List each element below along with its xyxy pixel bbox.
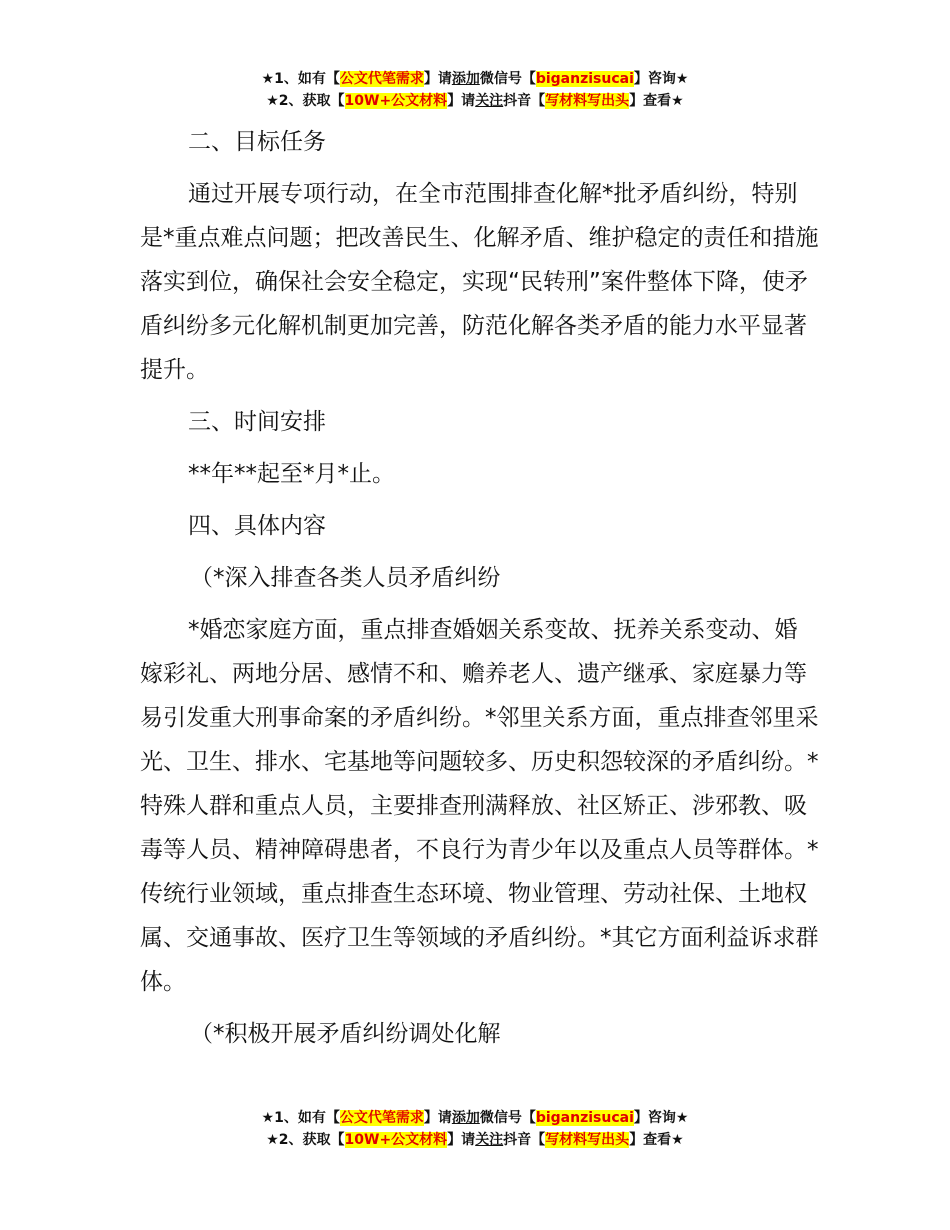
- subheading-investigate: （*深入排查各类人员矛盾纠纷: [190, 565, 501, 591]
- banner-line-2: ★2、获取【10W+公文材料】请关注抖音【写材料写出头】查看★: [266, 1132, 684, 1148]
- banner-line-1: ★1、如有【公文代笔需求】请添加微信号【biganzisucai】咨询★: [261, 71, 689, 87]
- highlight-douyin-id: 写材料写出头: [545, 1132, 630, 1148]
- highlight-materials: 10W+公文材料: [344, 93, 448, 109]
- highlight-wechat-id: biganzisucai: [535, 71, 634, 87]
- highlight-douyin-id: 写材料写出头: [545, 93, 630, 109]
- footer-banner: [0, 1107, 950, 1151]
- banner-line-2: ★2、获取【10W+公文材料】请关注抖音【写材料写出头】查看★: [266, 93, 684, 109]
- header-banner: [0, 68, 950, 112]
- subheading-mediate: （*积极开展矛盾纠纷调处化解: [190, 1021, 501, 1047]
- document-body: [140, 120, 820, 1064]
- highlight-service: 公文代笔需求: [339, 1110, 424, 1126]
- paragraph-goals: 通过开展专项行动，在全市范围排查化解*批矛盾纠纷，特别是*重点难点问题；把改善民生、化解矛盾、维护稳定的责任和措施落实到位，确保社会安全稳定，实现“民转刑”案件整体下降，使矛盾纠纷多元化解机制更加完善，防范化解各类矛盾的能力水平显著提升。: [140, 181, 819, 383]
- section-heading-goals: 二、目标任务: [188, 129, 326, 155]
- highlight-service: 公文代笔需求: [339, 71, 424, 87]
- section-heading-schedule: 三、时间安排: [188, 409, 326, 435]
- section-heading-content: 四、具体内容: [188, 513, 326, 539]
- paragraph-details: *婚恋家庭方面，重点排查婚姻关系变故、抚养关系变动、婚嫁彩礼、两地分居、感情不和、赡养老人、遗产继承、家庭暴力等易引发重大刑事命案的矛盾纠纷。*邻里关系方面，重点排查邻里采光、卫生、排水、宅基地等问题较多、历史积怨较深的矛盾纠纷。*特殊人群和重点人员，主要排查刑满释放、社区矫正、涉邪教、吸毒等人员、精神障碍患者，不良行为青少年以及重点人员等群体。*传统行业领域，重点排查生态环境、物业管理、劳动社保、土地权属、交通事故、医疗卫生等领域的矛盾纠纷。*其它方面利益诉求群体。: [140, 617, 819, 995]
- highlight-wechat-id: biganzisucai: [535, 1110, 634, 1126]
- paragraph-schedule: **年**起至*月*止。: [188, 461, 395, 487]
- banner-line-1: ★1、如有【公文代笔需求】请添加微信号【biganzisucai】咨询★: [261, 1110, 689, 1126]
- highlight-materials: 10W+公文材料: [344, 1132, 448, 1148]
